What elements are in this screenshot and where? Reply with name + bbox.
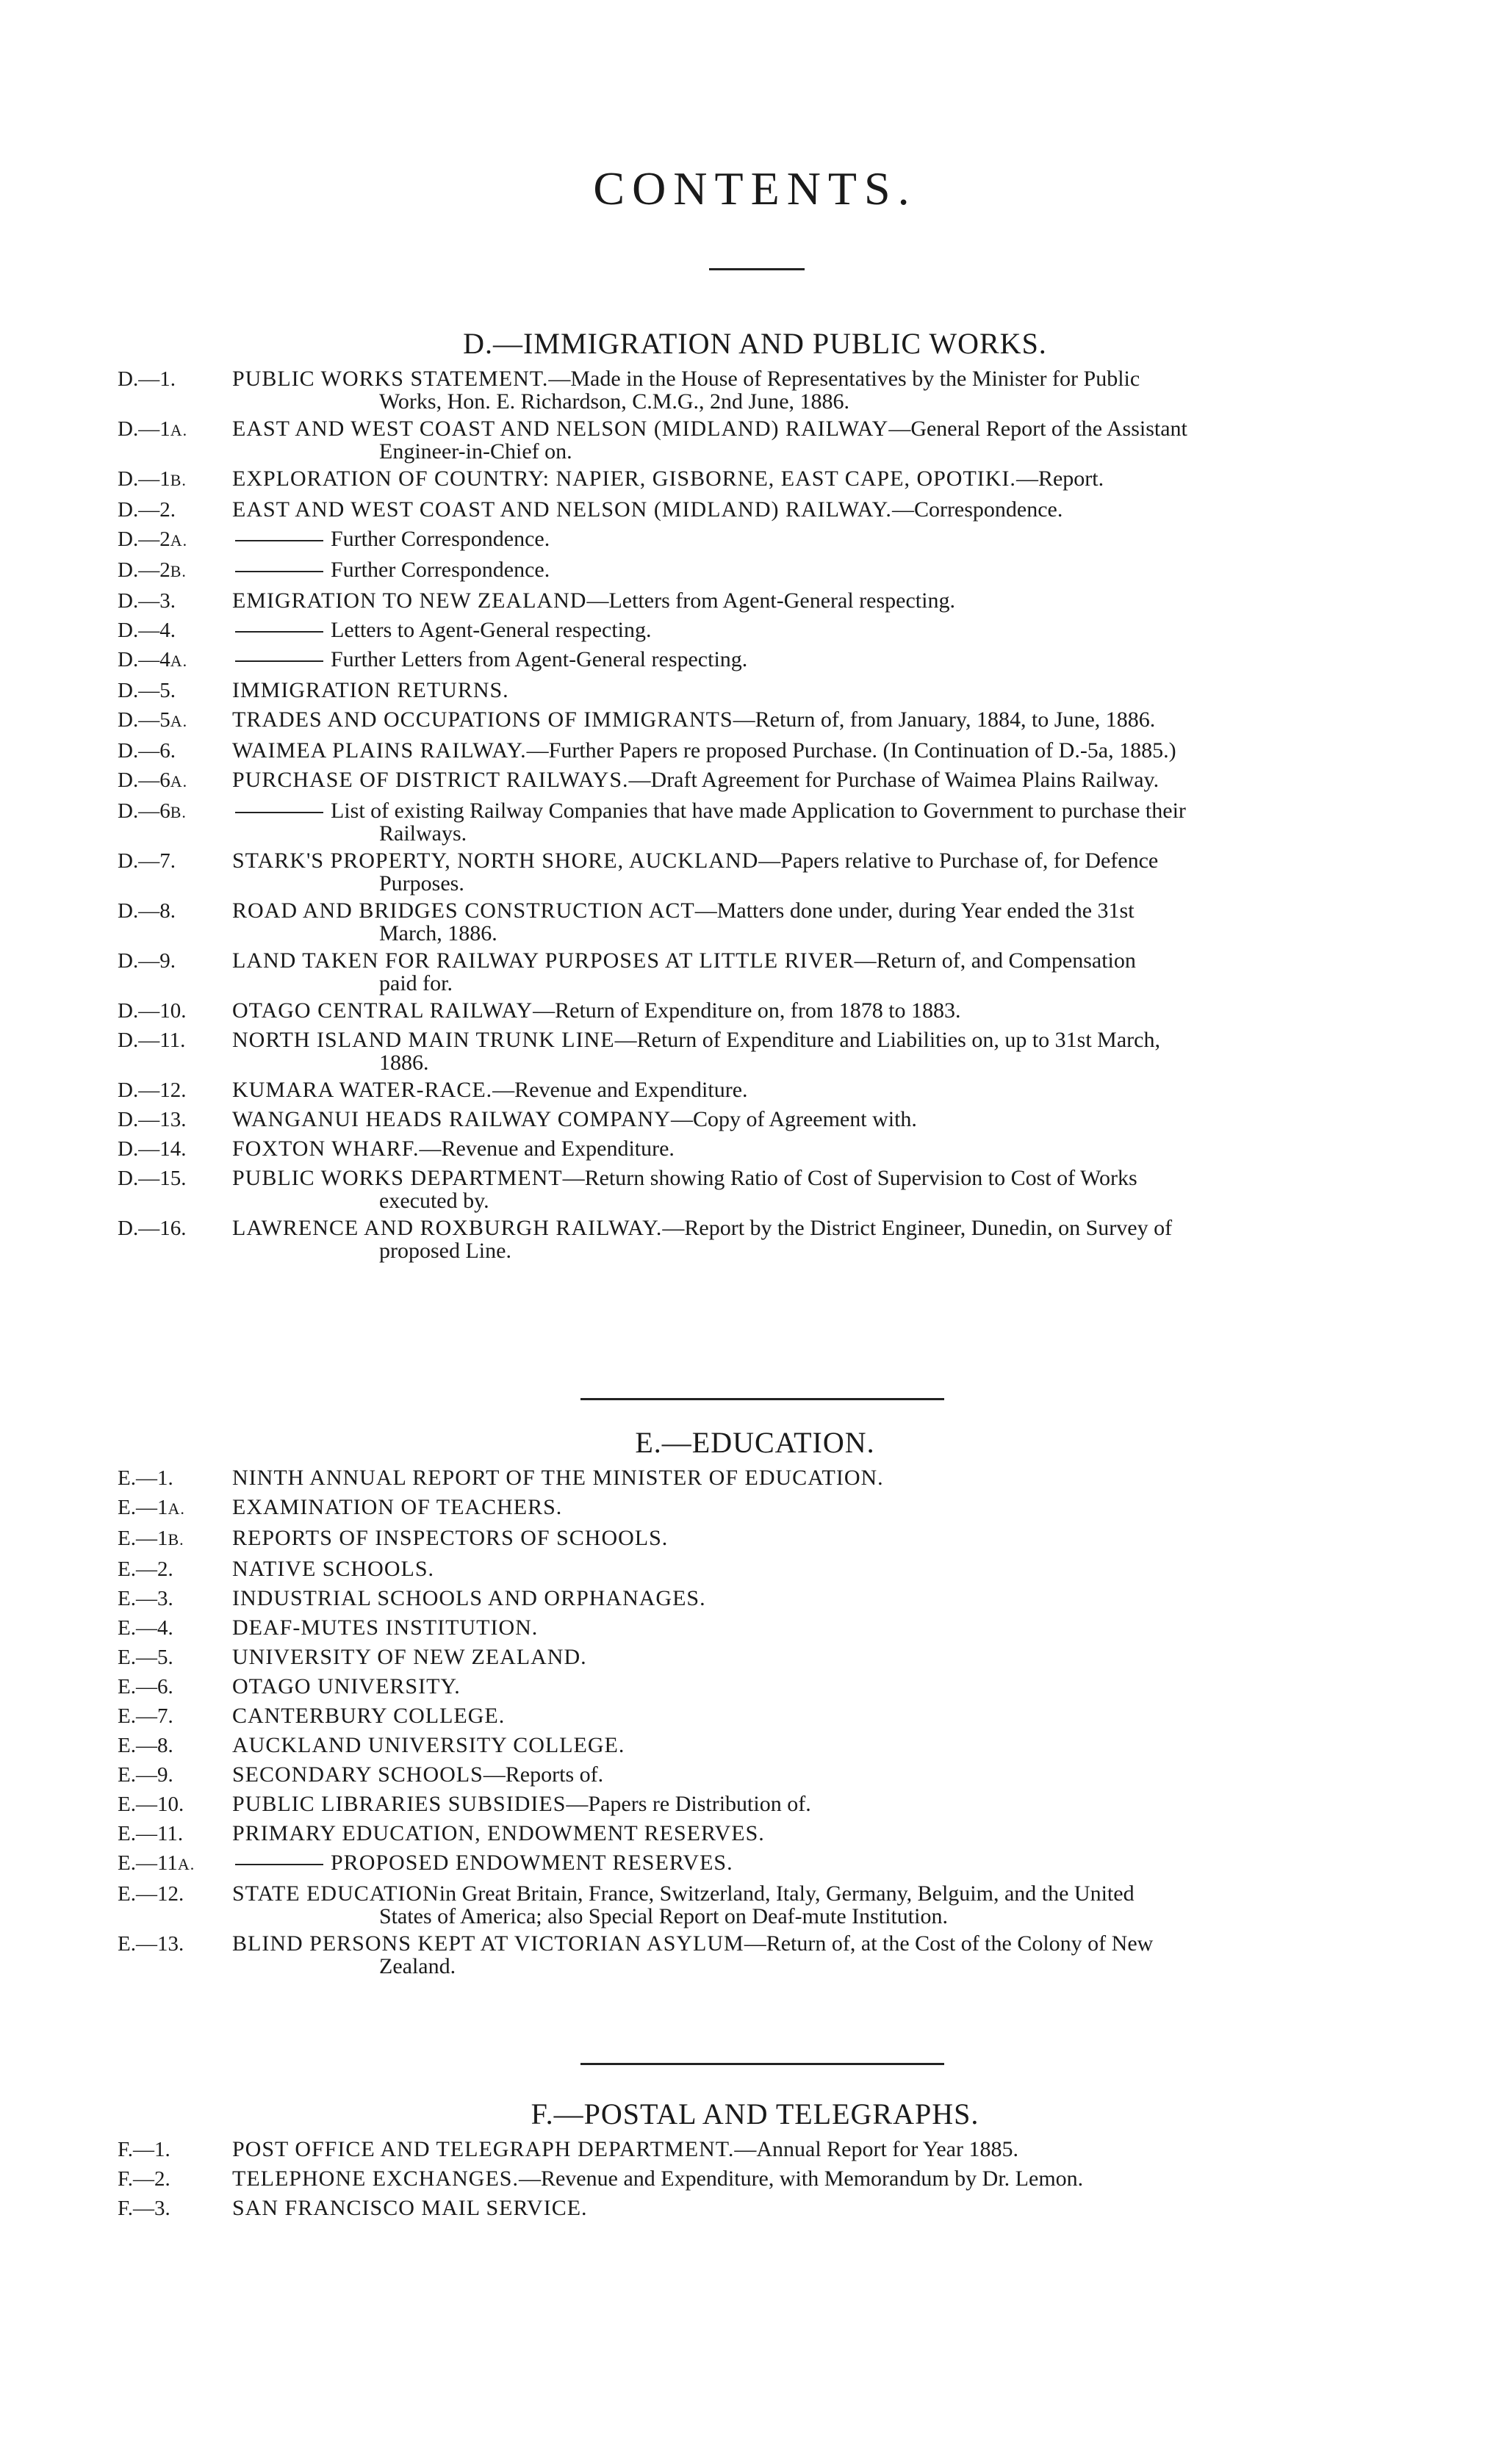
- entry-description: [232, 1493, 1404, 1522]
- contents-entry: [0, 586, 1510, 616]
- entry-line: [232, 1524, 1404, 1553]
- entry-continuation: March, 1886.: [379, 921, 497, 945]
- entry-title: REPORTS OF INSPECTORS OF SCHOOLS.: [232, 1526, 669, 1550]
- contents-entry: [0, 525, 1510, 555]
- entry-line: [232, 705, 1404, 735]
- contents-entry: [0, 1026, 1510, 1076]
- entry-description: [232, 996, 1404, 1026]
- entry-description: [232, 1848, 1404, 1878]
- entry-continuation: executed by.: [379, 1189, 489, 1213]
- contents-entry: [0, 555, 1510, 586]
- contents-entry: [0, 645, 1510, 676]
- code-suffix: A.: [170, 772, 188, 790]
- entry-title: PURCHASE OF DISTRICT RAILWAYS.: [232, 768, 629, 792]
- code-suffix: B.: [170, 803, 187, 821]
- contents-entry: [0, 1701, 1510, 1731]
- entry-code: D.—6B.: [118, 799, 187, 823]
- contents-entry: [0, 1076, 1510, 1105]
- entry-code: D.—6.: [118, 739, 176, 763]
- code-suffix: B.: [168, 1530, 184, 1549]
- entry-title: PRIMARY EDUCATION, ENDOWMENT RESERVES.: [232, 1821, 765, 1845]
- entry-code: D.—15.: [118, 1167, 187, 1190]
- entry-title: PUBLIC WORKS STATEMENT.: [232, 367, 549, 391]
- contents-entry: [0, 1790, 1510, 1819]
- entry-line: [232, 525, 1404, 554]
- section-education: [0, 1422, 1510, 1979]
- entry-line: [232, 1731, 1404, 1760]
- contents-entry: [0, 2194, 1510, 2223]
- section-heading: E.—EDUCATION.: [635, 1426, 875, 1459]
- page-title: CONTENTS.: [593, 162, 917, 215]
- entry-continuation: Engineer-in-Chief on.: [379, 439, 572, 464]
- contents-entry: [0, 1643, 1510, 1672]
- entry-code: D.—1A.: [118, 417, 188, 441]
- entry-continuation: States of America; also Special Report on Deaf-mute Institution.: [379, 1904, 948, 1928]
- entry-line: [232, 1848, 1404, 1878]
- contents-entry: [0, 414, 1510, 464]
- entry-description: [232, 1929, 1404, 1979]
- entry-code: D.—4A.: [118, 648, 188, 671]
- contents-entry: [0, 676, 1510, 705]
- contents-entry: [0, 766, 1510, 796]
- entry-code: E.—6.: [118, 1675, 173, 1698]
- entry-detail: —Reports of.: [483, 1762, 604, 1787]
- entry-code: D.—1B.: [118, 467, 187, 491]
- entry-line: [232, 2164, 1404, 2194]
- entry-detail: —Annual Report for Year 1885.: [734, 2137, 1018, 2161]
- entry-title: STATE EDUCATION: [232, 1881, 439, 1906]
- entry-detail: —Revenue and Expenditure.: [492, 1078, 748, 1102]
- entry-line: [232, 555, 1404, 585]
- entry-title: EXAMINATION OF TEACHERS.: [232, 1495, 563, 1519]
- code-suffix: A.: [170, 531, 188, 550]
- entry-description: [232, 1879, 1404, 1929]
- entry-detail: —Return of, at the Cost of the Colony of New: [744, 1931, 1154, 1956]
- entry-detail: —Correspondence.: [891, 497, 1063, 522]
- ditto-dash: [235, 1864, 323, 1865]
- contents-entry: [0, 1493, 1510, 1524]
- entry-code: E.—11.: [118, 1822, 184, 1845]
- entry-description: [232, 946, 1404, 996]
- entry-code: E.—9.: [118, 1763, 173, 1787]
- entry-title: PUBLIC LIBRARIES SUBSIDIES: [232, 1792, 567, 1816]
- entry-description: [232, 736, 1404, 766]
- entry-code: E.—4.: [118, 1616, 173, 1640]
- entry-description: [232, 1164, 1404, 1214]
- entry-code: F.—1.: [118, 2138, 170, 2161]
- entry-title: EAST AND WEST COAST AND NELSON (MIDLAND) RAILWAY.: [232, 497, 892, 522]
- entry-description: [232, 1555, 1404, 1584]
- entry-title: TELEPHONE EXCHANGES.: [232, 2166, 519, 2191]
- contents-entry: [0, 2135, 1510, 2164]
- entry-detail: —Revenue and Expenditure, with Memorandum by Dr. Lemon.: [518, 2166, 1084, 2191]
- entry-code: E.—1A.: [118, 1496, 185, 1519]
- entry-title: LAND TAKEN FOR RAILWAY PURPOSES AT LITTLE RIVER: [232, 948, 855, 973]
- contents-entry: [0, 1105, 1510, 1134]
- contents-entry: [0, 996, 1510, 1026]
- entry-line: [232, 1555, 1404, 1584]
- entry-description: [232, 846, 1404, 896]
- section-divider: [580, 2063, 944, 2065]
- contents-entry: [0, 1760, 1510, 1790]
- entry-detail: —Draft Agreement for Purchase of Waimea Plains Railway.: [628, 768, 1160, 792]
- entry-title: OTAGO UNIVERSITY.: [232, 1674, 461, 1698]
- contents-entry: [0, 1524, 1510, 1555]
- entry-line: [232, 1584, 1404, 1613]
- entry-line: [232, 1701, 1404, 1731]
- entry-title: TRADES AND OCCUPATIONS OF IMMIGRANTS: [232, 707, 733, 732]
- entry-detail: —Letters from Agent-General respecting.: [586, 588, 955, 613]
- entry-detail: —General Report of the Assistant: [888, 417, 1187, 441]
- entry-line: [232, 1819, 1404, 1848]
- entry-code: F.—3.: [118, 2197, 170, 2220]
- code-suffix: A.: [170, 712, 188, 730]
- contents-entry: [0, 846, 1510, 896]
- contents-entry: [0, 1134, 1510, 1164]
- entry-title: STARK'S PROPERTY, NORTH SHORE, AUCKLAND: [232, 849, 759, 873]
- entry-continuation: Works, Hon. E. Richardson, C.M.G., 2nd June, 1886.: [379, 389, 850, 414]
- entry-title: EAST AND WEST COAST AND NELSON (MIDLAND) RAILWAY: [232, 417, 889, 441]
- entry-title: OTAGO CENTRAL RAILWAY: [232, 998, 533, 1023]
- entry-code: E.—11A.: [118, 1851, 195, 1875]
- entry-description: [232, 2164, 1404, 2194]
- entry-detail: Further Letters from Agent-General respecting.: [331, 647, 748, 671]
- entry-title: WANGANUI HEADS RAILWAY COMPANY: [232, 1107, 671, 1131]
- entry-code: E.—13.: [118, 1932, 184, 1956]
- entry-title: SAN FRANCISCO MAIL SERVICE.: [232, 2196, 588, 2220]
- entry-detail: List of existing Railway Companies that have made Application to Government to purchase their: [331, 799, 1186, 823]
- entry-line: [232, 495, 1404, 525]
- entry-code: E.—5.: [118, 1646, 173, 1669]
- entry-description: [232, 414, 1404, 464]
- entry-description: [232, 676, 1404, 705]
- entry-code: D.—8.: [118, 899, 176, 923]
- entry-line: [232, 464, 1404, 494]
- entry-line: [232, 736, 1404, 766]
- entry-detail: Letters to Agent-General respecting.: [331, 618, 652, 642]
- entry-title: EXPLORATION OF COUNTRY: NAPIER, GISBORNE, EAST CAPE, OPOTIKI.: [232, 466, 1016, 491]
- entry-detail: —Further Papers re proposed Purchase. (In Continuation of D.-5a, 1885.): [526, 738, 1176, 763]
- entry-title: NINTH ANNUAL REPORT OF THE MINISTER OF EDUCATION.: [232, 1466, 884, 1490]
- ditto-dash: [235, 631, 323, 633]
- entry-description: [232, 1731, 1404, 1760]
- entry-line: [232, 1643, 1404, 1672]
- entry-description: [232, 495, 1404, 525]
- entry-description: [232, 1076, 1404, 1105]
- title-rule: [709, 268, 805, 270]
- ditto-dash: [235, 812, 323, 813]
- entry-line: [232, 2194, 1404, 2223]
- contents-entry: [0, 1463, 1510, 1493]
- entry-detail: —Return of Expenditure on, from 1878 to 1883.: [533, 998, 961, 1023]
- entry-line: [232, 1672, 1404, 1701]
- entry-code: D.—4.: [118, 619, 176, 642]
- entry-code: D.—9.: [118, 949, 176, 973]
- entry-code: D.—12.: [118, 1078, 187, 1102]
- contents-entry: [0, 495, 1510, 525]
- contents-entry: [0, 705, 1510, 736]
- entry-code: D.—2B.: [118, 558, 187, 582]
- entry-title: NORTH ISLAND MAIN TRUNK LINE: [232, 1028, 615, 1052]
- entry-line: [232, 1613, 1404, 1643]
- entry-line: [232, 1105, 1404, 1134]
- entry-line: [232, 645, 1404, 674]
- contents-entry: [0, 1555, 1510, 1584]
- entry-description: [232, 1760, 1404, 1790]
- entry-line: [232, 2135, 1404, 2164]
- section-heading: D.—IMMIGRATION AND PUBLIC WORKS.: [463, 327, 1047, 360]
- entry-code: E.—7.: [118, 1704, 173, 1728]
- entry-description: [232, 796, 1404, 846]
- contents-entry: [0, 1672, 1510, 1701]
- contents-entry: [0, 896, 1510, 946]
- entry-detail: —Papers relative to Purchase of, for Defence: [758, 849, 1159, 873]
- entry-title: AUCKLAND UNIVERSITY COLLEGE.: [232, 1733, 625, 1757]
- entry-title: INDUSTRIAL SCHOOLS AND ORPHANAGES.: [232, 1586, 706, 1610]
- entry-detail: —Return of, and Compensation: [854, 948, 1136, 973]
- code-suffix: B.: [170, 562, 187, 580]
- code-suffix: A.: [177, 1855, 195, 1873]
- entry-description: [232, 1790, 1404, 1819]
- entry-line: [232, 616, 1404, 645]
- entry-title: POST OFFICE AND TELEGRAPH DEPARTMENT.: [232, 2137, 735, 2161]
- entry-code: D.—3.: [118, 589, 176, 613]
- entry-description: [232, 616, 1404, 645]
- entry-description: [232, 705, 1404, 735]
- section-divider: [580, 1398, 944, 1400]
- entry-detail: —Return showing Ratio of Cost of Supervision to Cost of Works: [562, 1166, 1137, 1190]
- entry-code: D.—11.: [118, 1029, 186, 1052]
- entry-code: D.—6A.: [118, 768, 188, 792]
- entry-line: [232, 1463, 1404, 1493]
- entry-detail: Further Correspondence.: [331, 558, 550, 582]
- entry-description: [232, 1672, 1404, 1701]
- contents-entry: [0, 464, 1510, 495]
- section-postal-telegraphs: [0, 2094, 1510, 2223]
- entry-description: [232, 896, 1404, 946]
- contents-entry: [0, 1613, 1510, 1643]
- contents-entry: [0, 1929, 1510, 1979]
- entry-description: [232, 1701, 1404, 1731]
- entry-code: D.—5.: [118, 679, 176, 702]
- ditto-dash: [235, 571, 323, 572]
- section-immigration-public-works: [0, 323, 1510, 1264]
- entry-detail: —Report.: [1015, 466, 1104, 491]
- entry-code: D.—5A.: [118, 708, 188, 732]
- entry-description: [232, 1524, 1404, 1553]
- entry-description: [232, 525, 1404, 554]
- entry-description: [232, 1613, 1404, 1643]
- entry-description: [232, 555, 1404, 585]
- entry-description: [232, 1026, 1404, 1076]
- contents-entry: [0, 946, 1510, 996]
- entry-detail: —Revenue and Expenditure.: [419, 1136, 675, 1161]
- entry-title: EMIGRATION TO NEW ZEALAND: [232, 588, 587, 613]
- entry-detail: Further Correspondence.: [331, 527, 550, 551]
- contents-entry: [0, 736, 1510, 766]
- entry-title: ROAD AND BRIDGES CONSTRUCTION ACT: [232, 898, 695, 923]
- entry-description: [232, 2194, 1404, 2223]
- entry-code: E.—10.: [118, 1793, 184, 1816]
- entry-code: E.—3.: [118, 1587, 173, 1610]
- entry-code: E.—12.: [118, 1882, 184, 1906]
- entry-title: KUMARA WATER-RACE.: [232, 1078, 493, 1102]
- entry-line: [232, 676, 1404, 705]
- entry-code: D.—10.: [118, 999, 187, 1023]
- contents-entry: [0, 1731, 1510, 1760]
- entry-title: WAIMEA PLAINS RAILWAY.: [232, 738, 527, 763]
- code-suffix: A.: [170, 652, 188, 670]
- entry-title: DEAF-MUTES INSTITUTION.: [232, 1615, 539, 1640]
- entry-title: UNIVERSITY OF NEW ZEALAND.: [232, 1645, 587, 1669]
- entry-title: PUBLIC WORKS DEPARTMENT: [232, 1166, 563, 1190]
- entry-line: [232, 1760, 1404, 1790]
- entry-description: [232, 464, 1404, 494]
- entry-title: IMMIGRATION RETURNS.: [232, 678, 509, 702]
- contents-entry: [0, 1584, 1510, 1613]
- entry-code: E.—2.: [118, 1557, 173, 1581]
- entry-code: D.—2A.: [118, 527, 188, 551]
- entry-list: [0, 1463, 1510, 1979]
- entry-description: [232, 766, 1404, 795]
- entry-description: [232, 1584, 1404, 1613]
- entry-detail: —Papers re Distribution of.: [566, 1792, 811, 1816]
- entry-title: BLIND PERSONS KEPT AT VICTORIAN ASYLUM: [232, 1931, 744, 1956]
- code-suffix: A.: [170, 421, 188, 439]
- entry-description: [232, 1214, 1404, 1264]
- section-heading: F.—POSTAL AND TELEGRAPHS.: [531, 2097, 979, 2130]
- entry-description: [232, 364, 1404, 414]
- entry-code: E.—8.: [118, 1734, 173, 1757]
- entry-title: PROPOSED ENDOWMENT RESERVES.: [331, 1851, 733, 1875]
- entry-code: E.—1.: [118, 1466, 173, 1490]
- entry-description: [232, 2135, 1404, 2164]
- code-suffix: B.: [170, 471, 187, 489]
- contents-entry: [0, 796, 1510, 846]
- entry-line: [232, 766, 1404, 795]
- entry-code: E.—1B.: [118, 1527, 184, 1550]
- contents-entry: [0, 1848, 1510, 1879]
- entry-description: [232, 1819, 1404, 1848]
- ditto-dash: [235, 540, 323, 541]
- entry-title: NATIVE SCHOOLS.: [232, 1557, 435, 1581]
- contents-entry: [0, 1819, 1510, 1848]
- contents-entry: [0, 1214, 1510, 1264]
- entry-detail: —Return of Expenditure and Liabilities on, up to 31st March,: [614, 1028, 1160, 1052]
- entry-description: [232, 645, 1404, 674]
- entry-detail: —Copy of Agreement with.: [670, 1107, 917, 1131]
- entry-detail: —Matters done under, during Year ended the 31st: [694, 898, 1135, 923]
- contents-entry: [0, 1879, 1510, 1929]
- entry-title: FOXTON WHARF.: [232, 1136, 420, 1161]
- entry-line: [232, 1076, 1404, 1105]
- entry-code: D.—14.: [118, 1137, 187, 1161]
- entry-continuation: Purposes.: [379, 871, 464, 896]
- entry-title: SECONDARY SCHOOLS: [232, 1762, 483, 1787]
- entry-continuation: paid for.: [379, 971, 453, 995]
- entry-line: [232, 1790, 1404, 1819]
- entry-list: [0, 2135, 1510, 2223]
- entry-continuation: Railways.: [379, 821, 467, 846]
- contents-entry: [0, 616, 1510, 645]
- entry-description: [232, 1134, 1404, 1164]
- contents-entry: [0, 1164, 1510, 1214]
- entry-code: D.—7.: [118, 849, 176, 873]
- entry-code: D.—16.: [118, 1217, 187, 1240]
- ditto-dash: [235, 660, 323, 662]
- entry-continuation: Zealand.: [379, 1954, 456, 1978]
- entry-description: [232, 586, 1404, 616]
- entry-detail: —Report by the District Engineer, Dunedin, on Survey of: [662, 1216, 1173, 1240]
- entry-code: D.—1.: [118, 367, 176, 391]
- entry-code: D.—2.: [118, 498, 176, 522]
- contents-entry: [0, 2164, 1510, 2194]
- entry-description: [232, 1105, 1404, 1134]
- entry-line: [232, 1493, 1404, 1522]
- entry-continuation: 1886.: [379, 1051, 429, 1075]
- contents-entry: [0, 364, 1510, 414]
- entry-title: LAWRENCE AND ROXBURGH RAILWAY.: [232, 1216, 663, 1240]
- entry-code: F.—2.: [118, 2167, 170, 2191]
- entry-line: [232, 1134, 1404, 1164]
- entry-code: D.—13.: [118, 1108, 187, 1131]
- entry-list: [0, 364, 1510, 1264]
- entry-line: [232, 996, 1404, 1026]
- entry-title: CANTERBURY COLLEGE.: [232, 1704, 506, 1728]
- entry-detail: —Return of, from January, 1884, to June, 1886.: [733, 707, 1156, 732]
- entry-continuation: proposed Line.: [379, 1239, 511, 1263]
- entry-detail: in Great Britain, France, Switzerland, Italy, Germany, Belguim, and the United: [439, 1881, 1135, 1906]
- entry-line: [232, 586, 1404, 616]
- entry-description: [232, 1643, 1404, 1672]
- entry-description: [232, 1463, 1404, 1493]
- code-suffix: A.: [168, 1499, 185, 1518]
- entry-detail: —Made in the House of Representatives by the Minister for Public: [548, 367, 1140, 391]
